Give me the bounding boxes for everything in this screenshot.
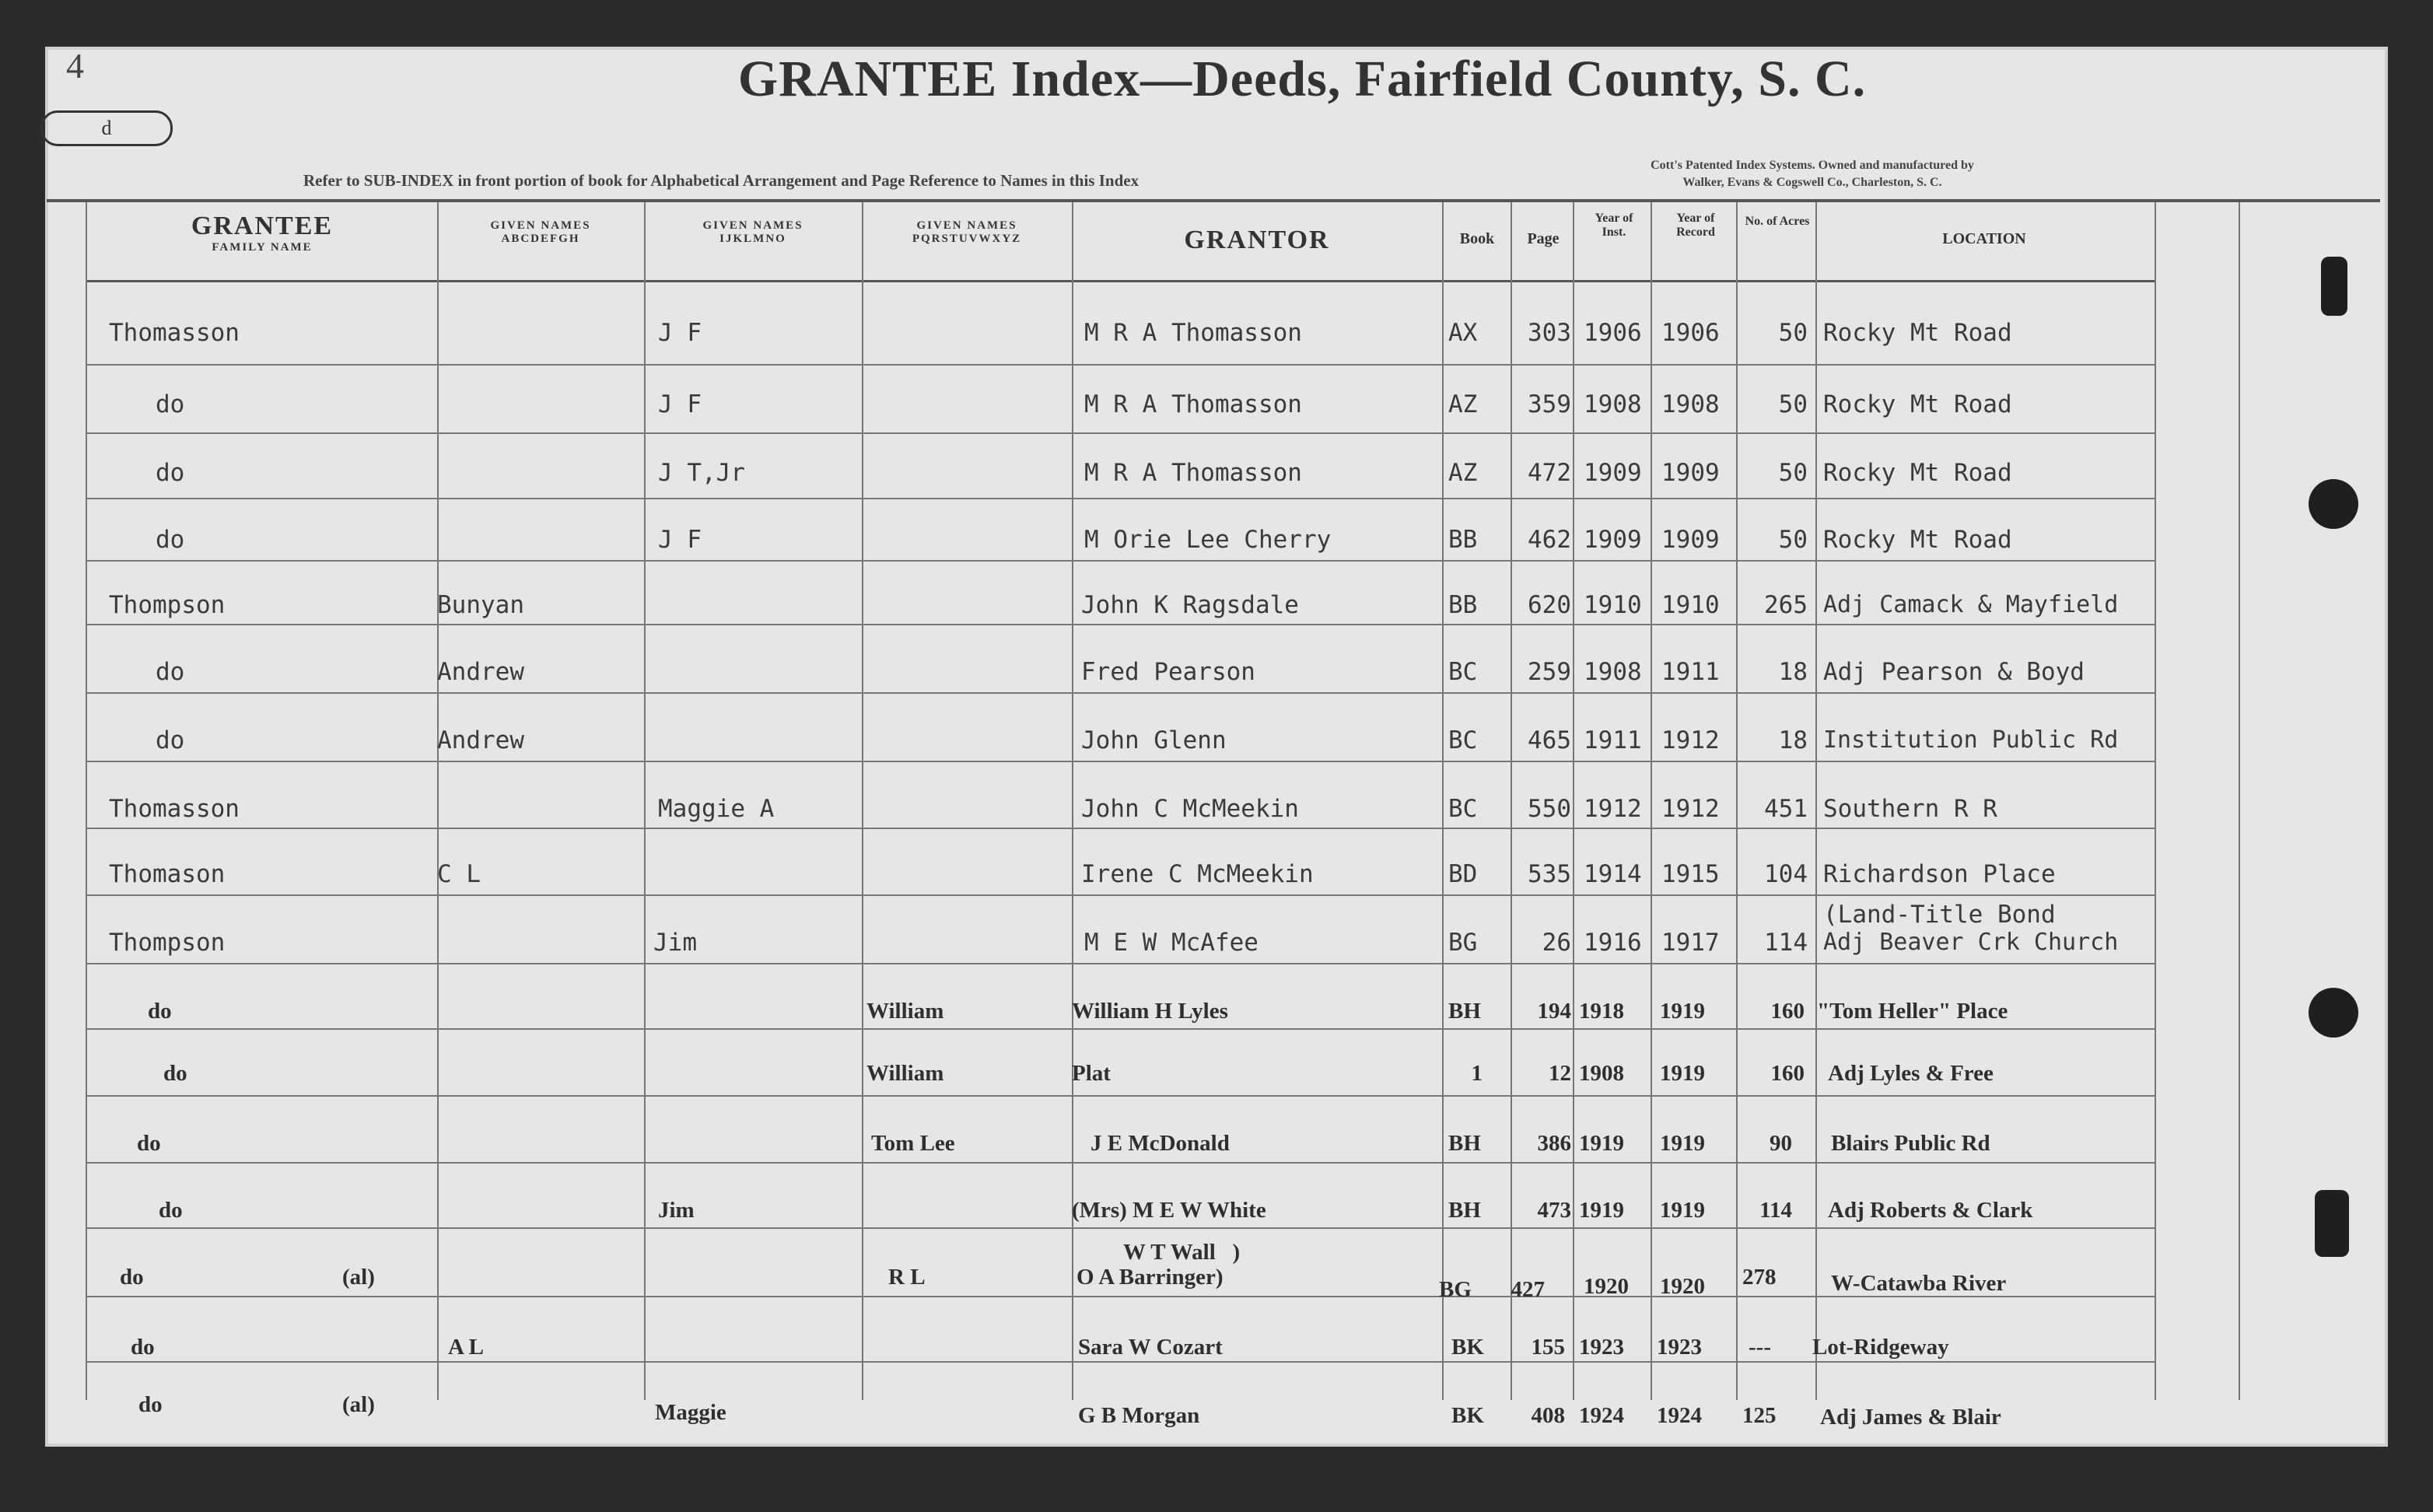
grantee-family: do — [156, 658, 185, 686]
location: Adj Pearson & Boyd — [1823, 658, 2085, 686]
grantor-name: Plat — [1072, 1061, 1111, 1086]
location: Adj James & Blair — [1820, 1405, 2001, 1430]
book: BH — [1448, 1198, 1481, 1223]
year-inst: 1909 — [1584, 526, 1642, 554]
page: 473 — [1537, 1198, 1571, 1223]
page: 408 — [1531, 1403, 1565, 1428]
book: BG — [1439, 1277, 1472, 1302]
year-record: 1912 — [1661, 795, 1720, 823]
year-record: 1923 — [1657, 1335, 1702, 1360]
header-grantor — [1072, 226, 1442, 255]
year-inst: 1909 — [1584, 459, 1642, 487]
year-inst: 1916 — [1584, 929, 1642, 957]
maker-note-line1: Cott's Patented Index Systems. Owned and manufactured by — [1651, 159, 1974, 172]
page-number: 4 — [66, 46, 84, 86]
table-row — [0, 1061, 2433, 1123]
book: BB — [1448, 526, 1478, 554]
grantee-family: do — [138, 1392, 163, 1417]
page: 259 — [1528, 658, 1571, 686]
location: Adj Camack & Mayfield — [1823, 591, 2119, 618]
given-name-ijklmno: Jim — [653, 929, 697, 957]
location: Blairs Public Rd — [1831, 1131, 1990, 1156]
grantee-family: do — [159, 1198, 183, 1223]
grantee-family: do — [156, 390, 185, 418]
location: Rocky Mt Road — [1823, 459, 2012, 487]
book: BH — [1448, 999, 1481, 1024]
location: Rocky Mt Road — [1823, 390, 2012, 418]
grantor-name: M E W McAfee — [1084, 929, 1259, 957]
table-row — [0, 999, 2433, 1061]
table-row — [0, 526, 2433, 588]
header-given1-label: GIVEN NAMES — [490, 219, 591, 232]
grantee-family: Thomason — [109, 860, 226, 888]
given-name-abcdefgh: C L — [437, 860, 481, 888]
grantee-family: do — [131, 1335, 155, 1360]
year-record: 1924 — [1657, 1403, 1702, 1428]
header-given2-label: GIVEN NAMES — [702, 219, 803, 232]
grantor-name: John K Ragsdale — [1081, 591, 1299, 619]
acres: 114 — [1764, 929, 1808, 957]
year-inst: 1918 — [1579, 999, 1624, 1024]
acres: 114 — [1759, 1198, 1792, 1223]
grantor-name: William H Lyles — [1072, 999, 1228, 1024]
book: AZ — [1448, 390, 1478, 418]
grantor-name: M R A Thomasson — [1084, 390, 1302, 418]
page: 620 — [1528, 591, 1571, 619]
book: AX — [1448, 319, 1478, 347]
grantee-family: do — [120, 1265, 144, 1290]
given-name-abcdefgh: A L — [448, 1335, 484, 1360]
book: BD — [1448, 860, 1478, 888]
page: 26 — [1542, 929, 1571, 957]
location: Rocky Mt Road — [1823, 319, 2012, 347]
page: 12 — [1549, 1061, 1571, 1086]
page: 386 — [1537, 1131, 1571, 1156]
location: Lot-Ridgeway — [1812, 1335, 1949, 1360]
year-inst: 1912 — [1584, 795, 1642, 823]
location: Richardson Place — [1823, 860, 2056, 888]
header-given3 — [862, 219, 1072, 246]
page-title: GRANTEE Index—Deeds, Fairfield County, S. C. — [737, 51, 1867, 107]
given-name-ijklmno: Maggie A — [658, 795, 775, 823]
header-given1 — [437, 219, 644, 246]
grantor-name: Fred Pearson — [1081, 658, 1255, 686]
table-row — [0, 901, 2433, 991]
acres: 50 — [1778, 526, 1808, 554]
header-given3-label: GIVEN NAMES — [916, 219, 1017, 232]
header-grantee — [87, 212, 437, 254]
location: W-Catawba River — [1831, 1271, 2007, 1296]
year-inst: 1919 — [1579, 1198, 1624, 1223]
year-record: 1912 — [1661, 726, 1720, 754]
year-record: 1911 — [1661, 658, 1720, 686]
grantee-family: Thomasson — [109, 795, 240, 823]
year-record: 1910 — [1661, 591, 1720, 619]
grantee-family: Thompson — [109, 591, 226, 619]
table-row — [0, 459, 2433, 521]
given-name-ijklmno: J F — [658, 319, 702, 347]
grantor-name: John C McMeekin — [1081, 795, 1299, 823]
book: BB — [1448, 591, 1478, 619]
grantor-name: M R A Thomasson — [1084, 459, 1302, 487]
maker-note — [1525, 157, 2100, 191]
header-year-record: Year of Record — [1676, 212, 1715, 239]
location: Adj Beaver Crk Church — [1823, 929, 2119, 956]
table-row — [0, 795, 2433, 857]
binder-tab — [2321, 257, 2347, 316]
page: 194 — [1537, 999, 1571, 1024]
acres: 451 — [1764, 795, 1808, 823]
table-row — [0, 726, 2433, 789]
acres: 265 — [1764, 591, 1808, 619]
grantor-name: O A Barringer) — [1076, 1265, 1224, 1290]
book: BH — [1448, 1131, 1481, 1156]
year-inst: 1908 — [1584, 658, 1642, 686]
given-name-ijklmno: Maggie — [655, 1400, 726, 1425]
year-record: 1909 — [1661, 459, 1720, 487]
location: Southern R R — [1823, 795, 1997, 823]
table-row — [0, 591, 2433, 653]
year-record: 1919 — [1660, 1131, 1705, 1156]
location: "Tom Heller" Place — [1817, 999, 2008, 1024]
maker-note-line2: Walker, Evans & Cogswell Co., Charleston, S. C. — [1682, 176, 1942, 189]
year-inst: 1910 — [1584, 591, 1642, 619]
page: 155 — [1531, 1335, 1565, 1360]
grantee-family: do — [156, 526, 185, 554]
year-record: 1917 — [1661, 929, 1720, 957]
given-name-ijklmno: J F — [658, 526, 702, 554]
given-name-ijklmno: Jim — [658, 1198, 695, 1223]
acres: 160 — [1770, 999, 1805, 1024]
given-name-abcdefgh: Andrew — [437, 658, 524, 686]
header-location: LOCATION — [1942, 230, 2026, 247]
acres: 50 — [1778, 459, 1808, 487]
given-name-abcdefgh: Bunyan — [437, 591, 524, 619]
location: Adj Roberts & Clark — [1828, 1198, 2033, 1223]
header-given3-sub: PQRSTUVWXYZ — [912, 233, 1022, 245]
location: Adj Lyles & Free — [1828, 1061, 1994, 1086]
year-inst: 1923 — [1579, 1335, 1624, 1360]
year-record: 1919 — [1660, 1061, 1705, 1086]
acres: 160 — [1770, 1061, 1805, 1086]
header-page: Page — [1527, 230, 1560, 247]
acres: 125 — [1742, 1403, 1777, 1428]
year-inst: 1919 — [1579, 1131, 1624, 1156]
table-row — [0, 1335, 2433, 1397]
page: 462 — [1528, 526, 1571, 554]
given-name-ijklmno: J T,Jr — [658, 459, 745, 487]
acres: 18 — [1778, 726, 1808, 754]
year-inst: 1920 — [1584, 1274, 1629, 1299]
header-bottom-rule — [86, 280, 2155, 282]
year-record: 1915 — [1661, 860, 1720, 888]
grantee-family: Thomasson — [109, 319, 240, 347]
header-given1-sub: ABCDEFGH — [501, 233, 580, 245]
book: BC — [1448, 658, 1478, 686]
header-given2 — [644, 219, 862, 246]
year-record: 1909 — [1661, 526, 1720, 554]
location-note: (Land-Title Bond — [1823, 901, 2056, 929]
header-grantee-sub: FAMILY NAME — [212, 241, 313, 254]
book: AZ — [1448, 459, 1478, 487]
table-row — [0, 860, 2433, 922]
grantor-name-upper: W T Wall ) — [1123, 1240, 1241, 1265]
book: BK — [1451, 1403, 1484, 1428]
given-name-ijklmno: J F — [658, 390, 702, 418]
given-name-pqrstuvwxyz: William — [866, 999, 944, 1024]
grantor-name: Irene C McMeekin — [1081, 860, 1314, 888]
year-record: 1908 — [1661, 390, 1720, 418]
grantor-name: M R A Thomasson — [1084, 319, 1302, 347]
given-name-pqrstuvwxyz: William — [866, 1061, 944, 1086]
acres: 18 — [1778, 658, 1808, 686]
book: BC — [1448, 726, 1478, 754]
page: 550 — [1528, 795, 1571, 823]
table-row — [0, 1131, 2433, 1193]
page: 303 — [1528, 319, 1571, 347]
book: BK — [1451, 1335, 1484, 1360]
year-inst: 1914 — [1584, 860, 1642, 888]
page: 535 — [1528, 860, 1571, 888]
acres: 50 — [1778, 319, 1808, 347]
header-year-inst: Year of Inst. — [1595, 212, 1633, 239]
tab-letter-box: d — [40, 110, 173, 146]
table-row — [0, 1392, 2433, 1454]
header-grantee-label: GRANTEE — [191, 212, 334, 240]
grantor-name: John Glenn — [1081, 726, 1227, 754]
acres: 50 — [1778, 390, 1808, 418]
year-inst: 1908 — [1579, 1061, 1624, 1086]
grantee-family: do — [163, 1061, 187, 1086]
book: 1 — [1471, 1061, 1483, 1086]
page: 472 — [1528, 459, 1571, 487]
year-record: 1919 — [1660, 1198, 1705, 1223]
year-inst: 1924 — [1579, 1403, 1624, 1428]
given-name-abcdefgh: Andrew — [437, 726, 524, 754]
location: Institution Public Rd — [1823, 726, 2119, 754]
header-acres: No. of Acres — [1745, 215, 1810, 228]
grantor-name: M Orie Lee Cherry — [1084, 526, 1332, 554]
grantee-family: do — [156, 459, 185, 487]
table-row — [0, 658, 2433, 720]
page: 465 — [1528, 726, 1571, 754]
grantee-note: (al) — [342, 1392, 375, 1417]
year-inst: 1906 — [1584, 319, 1642, 347]
book: BG — [1448, 929, 1478, 957]
page: 427 — [1511, 1277, 1545, 1302]
grantor-name: J E McDonald — [1090, 1131, 1230, 1156]
acres: 90 — [1770, 1131, 1792, 1156]
grantee-family: Thompson — [109, 929, 226, 957]
book: BC — [1448, 795, 1478, 823]
header-top-rule — [47, 199, 2380, 202]
acres: --- — [1749, 1335, 1771, 1360]
table-row — [0, 390, 2433, 453]
year-inst: 1908 — [1584, 390, 1642, 418]
year-record: 1919 — [1660, 999, 1705, 1024]
acres: 104 — [1764, 860, 1808, 888]
table-row — [0, 1240, 2433, 1327]
given-name-pqrstuvwxyz: R L — [888, 1265, 926, 1290]
grantee-family: do — [156, 726, 185, 754]
acres: 278 — [1742, 1265, 1777, 1290]
grantee-family: do — [137, 1131, 161, 1156]
header-given2-sub: IJKLMNO — [719, 233, 786, 245]
refer-note: Refer to SUB-INDEX in front portion of book for Alphabetical Arrangement and Page Reference to Names in this Index — [303, 171, 1139, 190]
header-book: Book — [1459, 230, 1495, 247]
year-record: 1906 — [1661, 319, 1720, 347]
location: Rocky Mt Road — [1823, 526, 2012, 554]
page: 359 — [1528, 390, 1571, 418]
year-record: 1920 — [1660, 1274, 1705, 1299]
grantor-name: G B Morgan — [1078, 1403, 1200, 1428]
grantee-note: (al) — [342, 1265, 375, 1290]
header-grantor-label: GRANTOR — [1184, 226, 1330, 254]
year-inst: 1911 — [1584, 726, 1642, 754]
grantor-name: Sara W Cozart — [1078, 1335, 1223, 1360]
table-row — [0, 319, 2433, 381]
grantee-family: do — [148, 999, 172, 1024]
given-name-pqrstuvwxyz: Tom Lee — [871, 1131, 955, 1156]
grantor-name: (Mrs) M E W White — [1072, 1198, 1266, 1223]
